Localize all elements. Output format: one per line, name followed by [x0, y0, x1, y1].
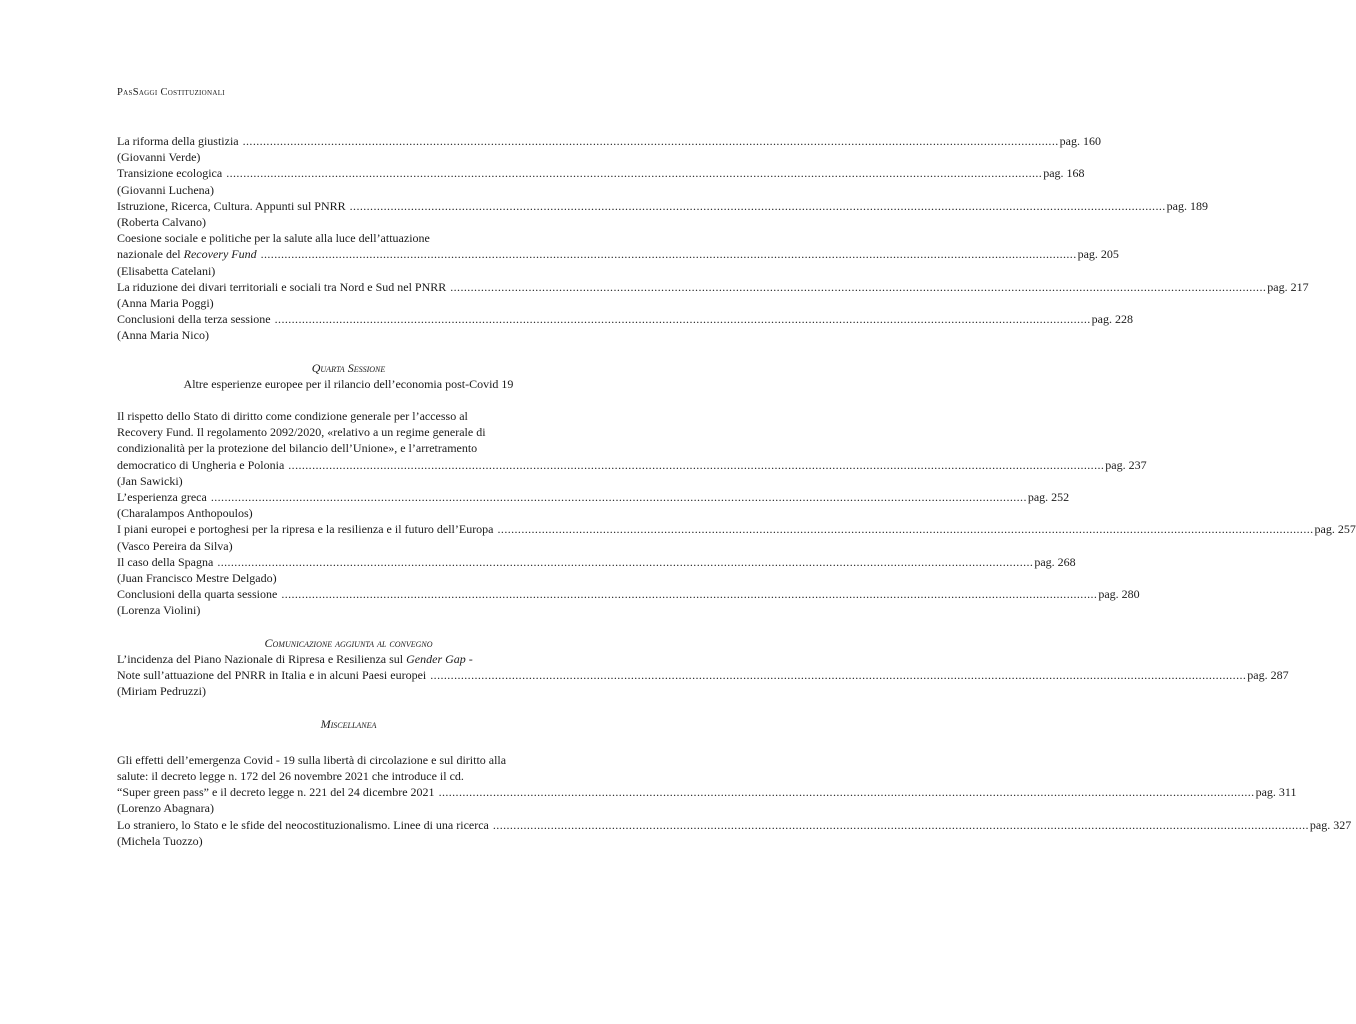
- leader-dots: [281, 586, 1097, 602]
- toc-entry: [117, 817, 1352, 849]
- entry-title-line: democratico di Ungheria e Polonia: [117, 457, 285, 472]
- title-italic: Recovery Fund: [183, 247, 257, 262]
- page-ref: pag. 160: [1059, 134, 1101, 148]
- entry-title: La riduzione dei divari territoriali e sociali tra Nord e Sud nel PNRR: [117, 279, 447, 294]
- page-ref: pag. 228: [1091, 312, 1133, 327]
- title-text: -: [465, 651, 473, 666]
- entry-title: Il caso della Spagna: [117, 554, 214, 569]
- entry-author: (Lorenza Violini): [117, 603, 201, 618]
- entry-author: (Juan Francisco Mestre Delgado): [117, 571, 277, 586]
- toc-entry: [117, 230, 1119, 279]
- table-of-contents: [117, 133, 1356, 849]
- entry-author: (Charalampos Anthopoulos): [117, 506, 253, 521]
- page-ref: pag. 205: [1077, 247, 1119, 262]
- toc-entry: [117, 586, 1140, 618]
- entry-author: (Anna Maria Poggi): [117, 296, 214, 311]
- entry-author: (Giovanni Verde): [117, 150, 201, 165]
- entry-title: Transizione ecologica: [117, 166, 223, 181]
- entry-author: (Jan Sawicki): [117, 473, 183, 488]
- page-ref: pag. 189: [1166, 198, 1208, 213]
- toc-entry: [117, 651, 1289, 700]
- toc-entry: [117, 198, 1208, 230]
- toc-entry: [117, 554, 1076, 586]
- running-head: PasSaggi Costituzionali: [117, 87, 225, 98]
- entry-author: (Anna Maria Nico): [117, 328, 209, 343]
- page-ref: pag. 280: [1098, 587, 1140, 602]
- entry-title-line: Note sull’attuazione del PNRR in Italia e in alcuni Paesi europei: [117, 668, 427, 683]
- page-ref: pag. 268: [1034, 554, 1076, 569]
- leader-dots: [493, 817, 1309, 833]
- entry-author: (Vasco Pereira da Silva): [117, 538, 233, 553]
- page-ref: pag. 252: [1027, 490, 1070, 505]
- entry-author: (Lorenzo Abagnara): [117, 801, 214, 816]
- leader-dots: [243, 133, 1059, 149]
- leader-dots: [217, 554, 1033, 570]
- entry-title-line: Coesione sociale e politiche per la salute alla luce dell’attuazione: [117, 231, 430, 246]
- leader-dots: [498, 521, 1314, 537]
- entry-title: L’esperienza greca: [117, 490, 207, 505]
- section-heading: Quarta Sessione: [311, 360, 386, 375]
- page-ref: pag. 237: [1105, 457, 1147, 472]
- leader-dots: [288, 457, 1104, 473]
- toc-entry: [117, 752, 1297, 817]
- page-ref: pag. 287: [1247, 668, 1289, 683]
- title-italic: Gender Gap: [406, 651, 466, 666]
- entry-title: Istruzione, Ricerca, Cultura. Appunti sul PNRR: [117, 198, 346, 213]
- toc-entry: [117, 521, 1356, 553]
- entry-title-line: Gli effetti dell’emergenza Covid - 19 sulla libertà di circolazione e sul diritto alla: [117, 752, 507, 767]
- entry-title: I piani europei e portoghesi per la ripresa e la resilienza e il futuro dell’Europa: [117, 522, 494, 537]
- leader-dots: [350, 198, 1166, 214]
- toc-entry: [117, 165, 1085, 197]
- entry-title-line: “Super green pass” e il decreto legge n. 221 del 24 dicembre 2021: [117, 785, 435, 800]
- entry-title-line: condizionalità per la protezione del bilancio dell’Unione», e l’arretramento: [117, 441, 478, 456]
- page-ref: pag. 217: [1267, 279, 1309, 294]
- leader-dots: [450, 279, 1266, 295]
- page-ref: pag. 257: [1314, 522, 1356, 537]
- toc-entry: [117, 133, 1101, 165]
- toc-entry: [117, 489, 1070, 521]
- entry-author: (Elisabetta Catelani): [117, 263, 216, 278]
- title-text: nazionale del: [117, 247, 184, 262]
- leader-dots: [226, 165, 1042, 181]
- leader-dots: [275, 311, 1091, 327]
- toc-entry: [117, 311, 1133, 343]
- entry-author: (Giovanni Luchena): [117, 182, 214, 197]
- leader-dots: [211, 489, 1027, 505]
- entry-title: Conclusioni della terza sessione: [117, 312, 271, 327]
- entry-title-line: Recovery Fund. Il regolamento 2092/2020, «relativo a un regime generale di: [117, 425, 486, 440]
- entry-title-line: [117, 651, 580, 667]
- page-ref: pag. 311: [1255, 785, 1297, 800]
- entry-title-line: salute: il decreto legge n. 172 del 26 novembre 2021 che introduce il cd.: [117, 768, 464, 783]
- toc-entry: [117, 279, 1309, 311]
- entry-author: (Miriam Pedruzzi): [117, 684, 206, 699]
- leader-dots: [261, 246, 1077, 262]
- leader-dots: [430, 667, 1246, 683]
- section-heading: Miscellanea: [320, 716, 377, 731]
- entry-author: (Michela Tuozzo): [117, 833, 203, 848]
- section-subtitle: Altre esperienze europee per il rilancio dell’economia post-Covid 19: [183, 376, 514, 391]
- leader-dots: [439, 784, 1255, 800]
- entry-title-line: Il rispetto dello Stato di diritto come condizione generale per l’accesso al: [117, 409, 468, 424]
- entry-title-line: [117, 246, 257, 262]
- page-ref: pag. 327: [1309, 817, 1352, 832]
- entry-title: La riforma della giustizia: [117, 134, 239, 148]
- title-text: L’incidenza del Piano Nazionale di Ripresa e Resilienza sul: [117, 651, 407, 666]
- page-ref: pag. 168: [1043, 166, 1085, 181]
- entry-title: Lo straniero, lo Stato e le sfide del neocostituzionalismo. Linee di una ricerca: [117, 817, 489, 832]
- entry-title: Conclusioni della quarta sessione: [117, 587, 278, 602]
- toc-entry: [117, 408, 1147, 489]
- section-heading: Comunicazione aggiunta al convegno: [264, 635, 433, 650]
- entry-author: (Roberta Calvano): [117, 215, 206, 230]
